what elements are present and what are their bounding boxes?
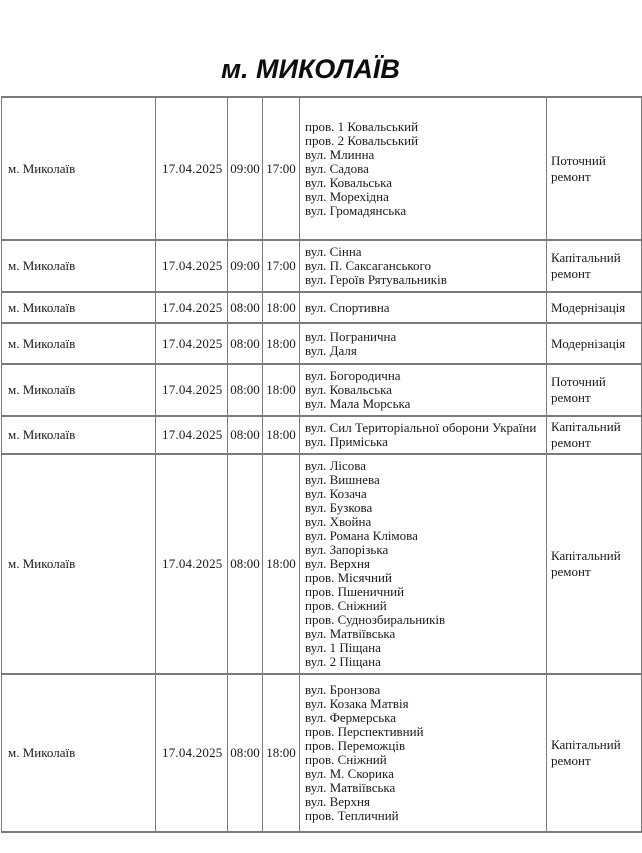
streets-cell: вул. Богородична вул. Ковальська вул. Мала Морська	[300, 364, 547, 416]
start-time-cell: 09:00	[228, 97, 263, 240]
streets-cell: вул. Лісова вул. Вишнева вул. Козача вул. Бузкова вул. Хвойна вул. Романа Клімова вул. Запорізька вул. Верхня пров. Місячний пров. Пшеничний пров. Сніжний пров. Суднозбиральників вул. Матвіївська вул. 1 Піщана вул. 2 Піщана	[300, 454, 547, 674]
date-cell: 17.04.2025	[156, 97, 228, 240]
start-time-cell: 08:00	[228, 454, 263, 674]
city-cell: м. Миколаїв	[2, 323, 156, 364]
date-cell: 17.04.2025	[156, 240, 228, 292]
end-time-cell: 17:00	[263, 240, 300, 292]
work-type-cell: Поточний ремонт	[547, 97, 642, 240]
start-time-cell: 08:00	[228, 674, 263, 832]
streets-cell: вул. Погранична вул. Даля	[300, 323, 547, 364]
table-row	[2, 674, 642, 832]
city-cell: м. Миколаїв	[2, 240, 156, 292]
city-cell: м. Миколаїв	[2, 674, 156, 832]
work-type-cell: Модернізація	[547, 292, 642, 323]
city-cell: м. Миколаїв	[2, 97, 156, 240]
work-type-cell: Капітальний ремонт	[547, 454, 642, 674]
end-time-cell: 17:00	[263, 97, 300, 240]
date-cell: 17.04.2025	[156, 674, 228, 832]
city-cell: м. Миколаїв	[2, 416, 156, 454]
work-type-cell: Модернізація	[547, 323, 642, 364]
date-cell: 17.04.2025	[156, 292, 228, 323]
table-row	[2, 364, 642, 416]
end-time-cell: 18:00	[263, 323, 300, 364]
schedule-table-body	[2, 97, 642, 832]
date-cell: 17.04.2025	[156, 454, 228, 674]
page-title: м. МИКОЛАЇВ	[221, 54, 400, 84]
start-time-cell: 08:00	[228, 416, 263, 454]
end-time-cell: 18:00	[263, 292, 300, 323]
work-type-cell: Поточний ремонт	[547, 364, 642, 416]
city-cell: м. Миколаїв	[2, 364, 156, 416]
end-time-cell: 18:00	[263, 416, 300, 454]
streets-cell: вул. Сил Територіальної оборони України вул. Приміська	[300, 416, 547, 454]
table-row	[2, 240, 642, 292]
table-row	[2, 97, 642, 240]
streets-cell: пров. 1 Ковальський пров. 2 Ковальський вул. Млинна вул. Садова вул. Ковальська вул. Морехідна вул. Громадянська	[300, 97, 547, 240]
table-row	[2, 454, 642, 674]
table-row	[2, 323, 642, 364]
start-time-cell: 08:00	[228, 292, 263, 323]
streets-cell: вул. Сінна вул. П. Саксаганського вул. Героїв Рятувальників	[300, 240, 547, 292]
streets-cell: вул. Спортивна	[300, 292, 547, 323]
end-time-cell: 18:00	[263, 454, 300, 674]
date-cell: 17.04.2025	[156, 364, 228, 416]
end-time-cell: 18:00	[263, 364, 300, 416]
streets-cell: вул. Бронзова вул. Козака Матвія вул. Фермерська пров. Перспективний пров. Переможців пров. Сніжний вул. М. Скорика вул. Матвіївська вул. Верхня пров. Тепличний	[300, 674, 547, 832]
start-time-cell: 08:00	[228, 364, 263, 416]
end-time-cell: 18:00	[263, 674, 300, 832]
date-cell: 17.04.2025	[156, 323, 228, 364]
outage-schedule-page	[0, 53, 626, 853]
city-cell: м. Миколаїв	[2, 292, 156, 323]
work-type-cell: Капітальний ремонт	[547, 674, 642, 832]
work-type-cell: Капітальний ремонт	[547, 416, 642, 454]
table-row	[2, 416, 642, 454]
schedule-table	[1, 96, 642, 833]
city-cell: м. Миколаїв	[2, 454, 156, 674]
date-cell: 17.04.2025	[156, 416, 228, 454]
table-row	[2, 292, 642, 323]
work-type-cell: Капітальний ремонт	[547, 240, 642, 292]
start-time-cell: 09:00	[228, 240, 263, 292]
start-time-cell: 08:00	[228, 323, 263, 364]
